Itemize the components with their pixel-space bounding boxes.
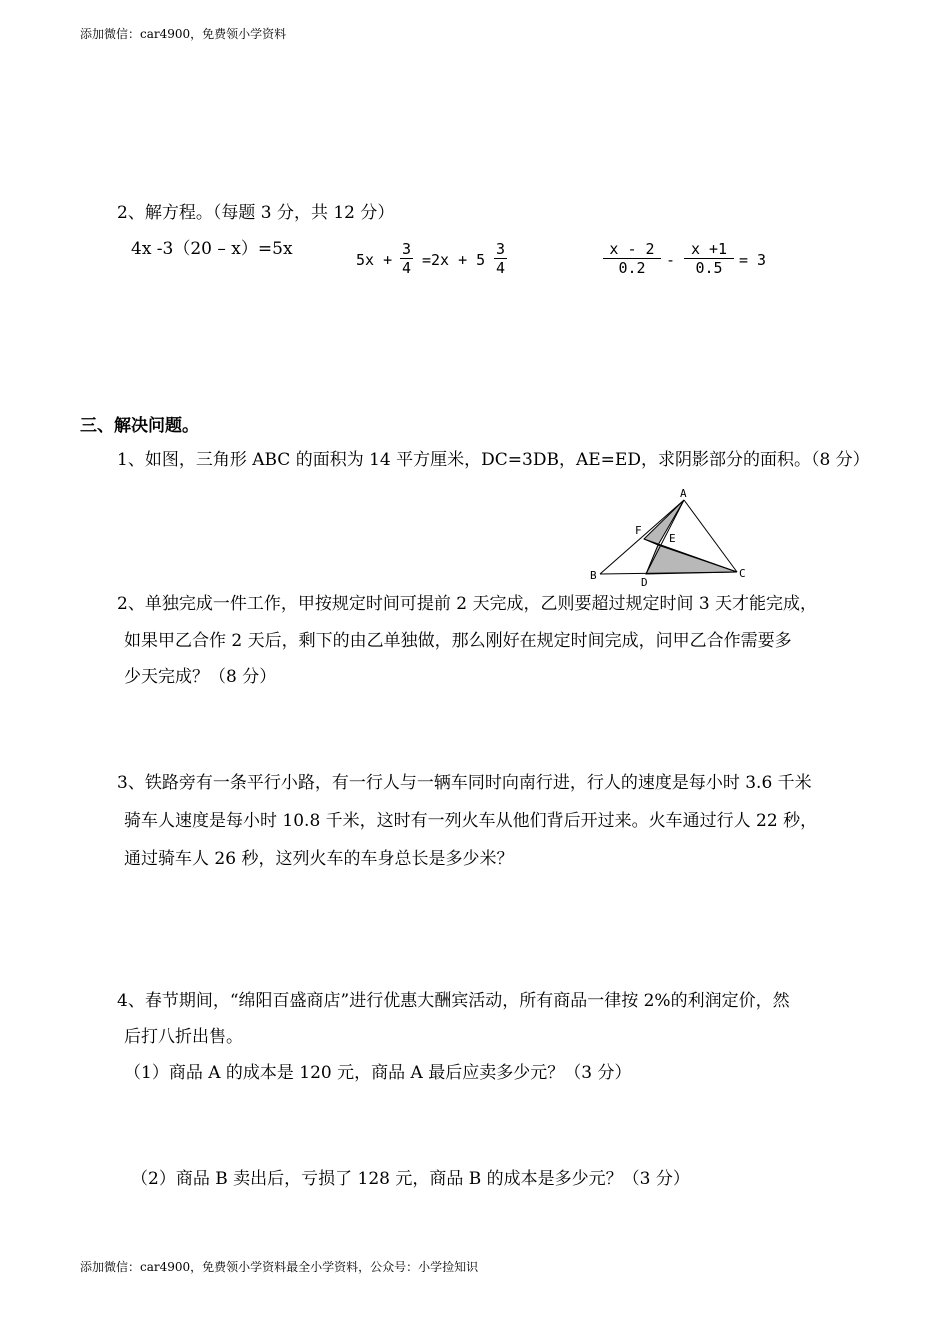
equation-2-fraction-1-denominator: 4 — [402, 259, 412, 277]
label-a: A — [680, 487, 687, 500]
equation-2-part1: 5x + — [356, 251, 393, 269]
equation-2-part2: =2x + 5 — [422, 251, 486, 269]
question-2-line-2: 如果甲乙合作 2 天后，剩下的由乙单独做，那么刚好在规定时间完成，问甲乙合作需要多 — [124, 631, 792, 651]
label-b: B — [590, 569, 597, 582]
section-3-heading: 三、解决问题。 — [80, 416, 199, 436]
equation-2-fraction-1-numerator: 3 — [402, 240, 412, 258]
equation-2-fraction-1 — [400, 240, 413, 277]
equation-3-fraction-2-denominator: 0.5 — [695, 259, 723, 277]
equation-3-fraction-1-denominator: 0.2 — [618, 259, 646, 277]
question-3-line-1: 3、铁路旁有一条平行小路，有一行人与一辆车同时向南行进，行人的速度是每小时 3.6 千米 — [117, 773, 812, 793]
equation-3-fraction-2-numerator: x +1 — [684, 240, 734, 259]
question-4-line-1: 4、春节期间，“绵阳百盛商店”进行优惠大酬宾活动，所有商品一律按 2%的利润定价，然 — [117, 991, 790, 1011]
equation-1: 4x -3（20 – x）=5x — [131, 239, 293, 259]
question-2-line-1: 2、单独完成一件工作，甲按规定时间可提前 2 天完成，乙则要超过规定时间 3 天才能完成， — [117, 594, 818, 614]
equations-title: 2、解方程。（每题 3 分，共 12 分） — [117, 203, 395, 223]
footer-note: 添加微信：car4900，免费领小学资料最全小学资料，公众号：小学捡知识 — [80, 1260, 479, 1274]
equation-2-fraction-2-denominator: 4 — [496, 259, 506, 277]
triangle-figure — [585, 484, 755, 588]
label-d: D — [641, 576, 648, 588]
question-3-line-3: 通过骑车人 26 秒，这列火车的车身总长是多少米？ — [124, 849, 514, 869]
label-c: C — [739, 567, 746, 580]
question-2-line-3: 少天完成？（8 分） — [124, 667, 277, 687]
equation-3-fraction-2 — [684, 240, 734, 277]
equation-2-fraction-2 — [494, 240, 507, 277]
equation-3-rhs: = 3 — [739, 251, 767, 269]
equation-2-fraction-2-numerator: 3 — [496, 240, 506, 258]
equation-3-fraction-1-numerator: x - 2 — [603, 240, 661, 259]
equation-3-minus: - — [666, 251, 676, 269]
label-f: F — [635, 524, 642, 537]
shaded-region-lower — [646, 545, 737, 574]
question-1: 1、如图，三角形 ABC 的面积为 14 平方厘米，DC=3DB，AE=ED，求阴影部分的面积。（8 分） — [117, 450, 870, 470]
equation-3-fraction-1 — [603, 240, 661, 277]
header-note: 添加微信：car4900，免费领小学资料 — [80, 27, 287, 41]
question-3-line-2: 骑车人速度是每小时 10.8 千米，这时有一列火车从他们背后开过来。火车通过行人 22 秒， — [124, 811, 818, 831]
question-4-sub-1: （1）商品 A 的成本是 120 元，商品 A 最后应卖多少元？（3 分） — [124, 1063, 632, 1083]
question-4-sub-2: （2）商品 B 卖出后，亏损了 128 元，商品 B 的成本是多少元？（3 分） — [131, 1169, 690, 1189]
question-4-line-2: 后打八折出售。 — [124, 1027, 243, 1047]
label-e: E — [669, 532, 676, 545]
